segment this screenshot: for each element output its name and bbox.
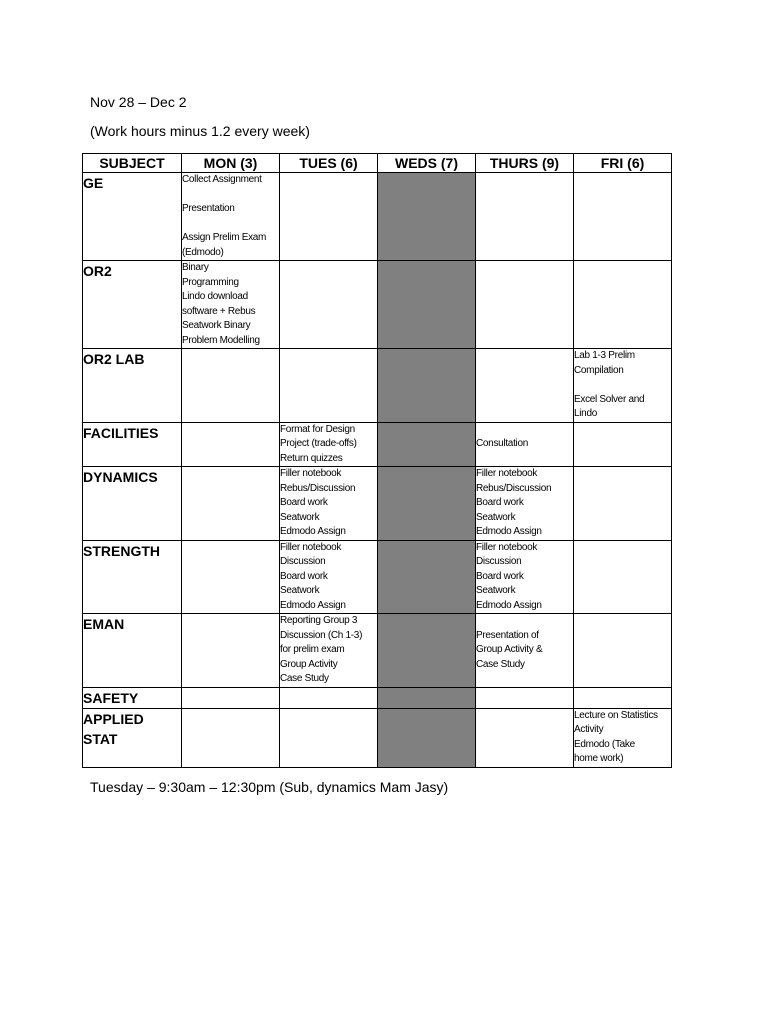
subject-cell: EMAN: [83, 614, 182, 688]
fri-cell: [574, 467, 672, 541]
thu-cell: [476, 349, 574, 423]
mon-cell: [182, 467, 280, 541]
date-range: Nov 28 – Dec 2: [90, 94, 187, 110]
wed-cell-shaded: [378, 614, 476, 688]
mon-cell: [182, 708, 280, 767]
tue-cell: [280, 687, 378, 708]
table-row: [83, 540, 672, 614]
wed-cell-shaded: [378, 540, 476, 614]
tue-cell: [280, 708, 378, 767]
schedule-table: [82, 153, 672, 768]
header-tue: TUES (6): [280, 154, 378, 173]
thu-cell: Filler notebook Rebus/Discussion Board work Seatwork Edmodo Assign: [476, 467, 574, 541]
thu-cell: [476, 708, 574, 767]
mon-cell: [182, 540, 280, 614]
tue-cell: Filler notebook Rebus/Discussion Board work Seatwork Edmodo Assign: [280, 467, 378, 541]
fri-cell: [574, 687, 672, 708]
tue-cell: [280, 349, 378, 423]
subject-cell: DYNAMICS: [83, 467, 182, 541]
tue-cell: [280, 173, 378, 261]
wed-cell-shaded: [378, 687, 476, 708]
header-thu: THURS (9): [476, 154, 574, 173]
mon-cell: [182, 614, 280, 688]
thu-cell: [476, 687, 574, 708]
wed-cell-shaded: [378, 261, 476, 349]
tue-cell: Format for Design Project (trade-offs) Return quizzes: [280, 422, 378, 467]
fri-cell: [574, 422, 672, 467]
table-header-row: [83, 154, 672, 173]
mon-cell: [182, 687, 280, 708]
wed-cell-shaded: [378, 708, 476, 767]
table-row: [83, 708, 672, 767]
table-row: [83, 614, 672, 688]
fri-cell: Lecture on Statistics Activity Edmodo (Take home work): [574, 708, 672, 767]
thu-cell: [476, 173, 574, 261]
wed-cell-shaded: [378, 173, 476, 261]
footer-note: Tuesday – 9:30am – 12:30pm (Sub, dynamics Mam Jasy): [90, 779, 449, 795]
fri-cell: Lab 1-3 Prelim Compilation Excel Solver and Lindo: [574, 349, 672, 423]
header-wed: WEDS (7): [378, 154, 476, 173]
subject-cell: OR2 LAB: [83, 349, 182, 423]
wed-cell-shaded: [378, 349, 476, 423]
mon-cell: Binary Programming Lindo download software + Rebus Seatwork Binary Problem Modelling: [182, 261, 280, 349]
table-row: [83, 349, 672, 423]
fri-cell: [574, 261, 672, 349]
tue-cell: [280, 261, 378, 349]
thu-cell: Consultation: [476, 422, 574, 467]
mon-cell: [182, 422, 280, 467]
fri-cell: [574, 540, 672, 614]
thu-cell: Filler notebook Discussion Board work Seatwork Edmodo Assign: [476, 540, 574, 614]
work-hours-note: (Work hours minus 1.2 every week): [90, 123, 310, 139]
subject-cell: FACILITIES: [83, 422, 182, 467]
table-row: [83, 467, 672, 541]
subject-cell: SAFETY: [83, 687, 182, 708]
table-row: [83, 422, 672, 467]
subject-cell: STRENGTH: [83, 540, 182, 614]
fri-cell: [574, 173, 672, 261]
tue-cell: Filler notebook Discussion Board work Seatwork Edmodo Assign: [280, 540, 378, 614]
mon-cell: Collect Assignment Presentation Assign Prelim Exam (Edmodo): [182, 173, 280, 261]
wed-cell-shaded: [378, 467, 476, 541]
subject-cell: GE: [83, 173, 182, 261]
thu-cell: [476, 261, 574, 349]
table-row: [83, 173, 672, 261]
table-row: [83, 261, 672, 349]
header-mon: MON (3): [182, 154, 280, 173]
thu-cell: Presentation of Group Activity & Case Study: [476, 614, 574, 688]
header-fri: FRI (6): [574, 154, 672, 173]
tue-cell: Reporting Group 3 Discussion (Ch 1-3) for prelim exam Group Activity Case Study: [280, 614, 378, 688]
header-subject: SUBJECT: [83, 154, 182, 173]
fri-cell: [574, 614, 672, 688]
subject-cell: APPLIED STAT: [83, 708, 182, 767]
subject-cell: OR2: [83, 261, 182, 349]
mon-cell: [182, 349, 280, 423]
wed-cell-shaded: [378, 422, 476, 467]
table-row: [83, 687, 672, 708]
